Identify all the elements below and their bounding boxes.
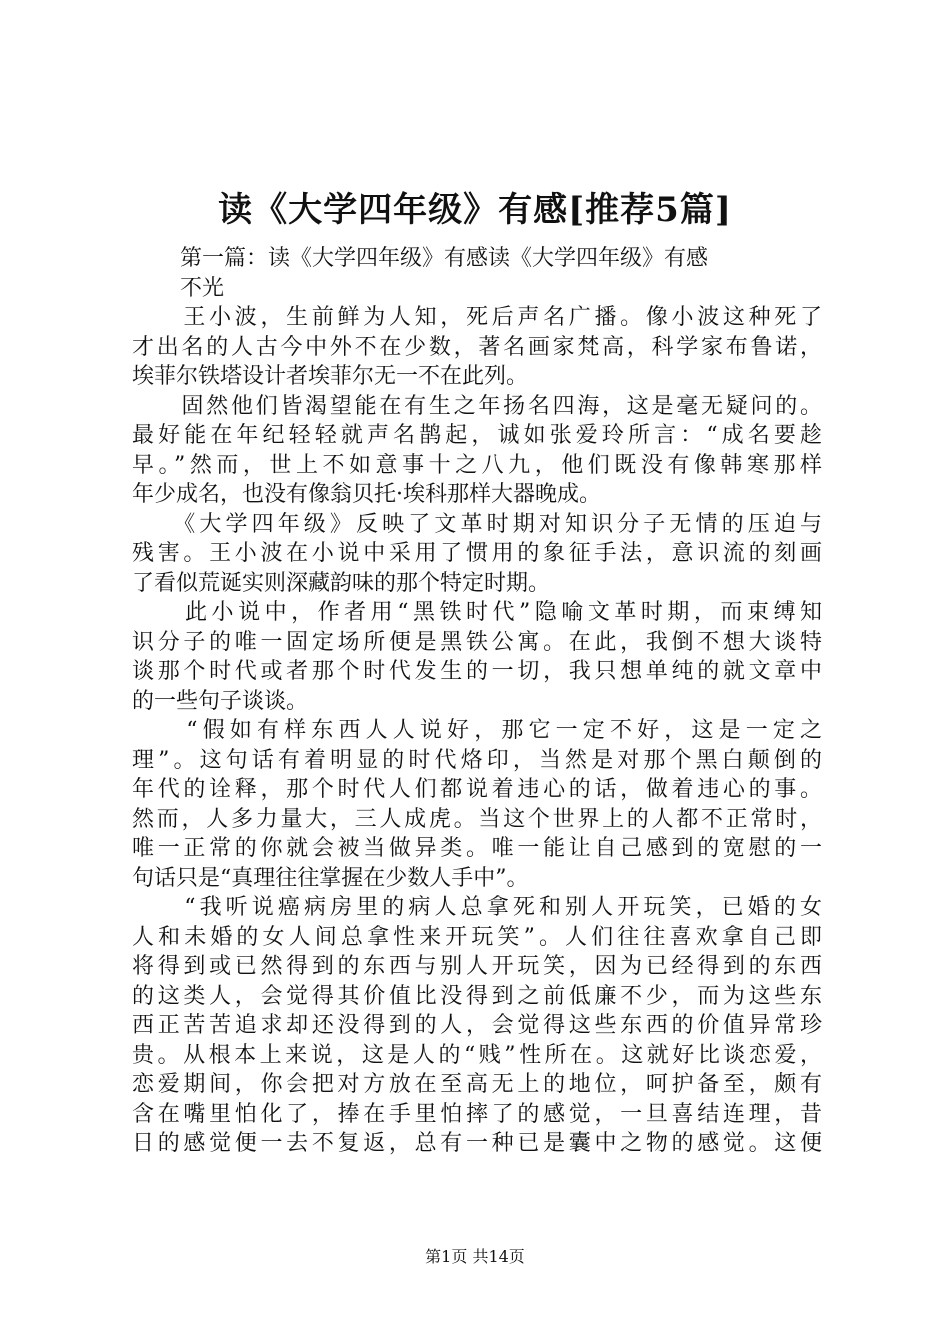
section-heading-line: 不光 [180, 275, 225, 301]
body-text-line: 的一些句子谈谈。 [132, 688, 309, 714]
body-text-line: 早。”然而，世上不如意事十之八九，他们既没有像韩寒那样 [132, 452, 822, 478]
body-text-line: 年代的诠释，那个时代人们都说着违心的话，做着违心的事。 [132, 777, 822, 802]
body-text-line: 西正苦苦追求却还没得到的人，会觉得这些东西的价值异常珍 [132, 1013, 822, 1038]
body-text-line: 含在嘴里怕化了，捧在手里怕摔了的感觉，一旦喜结连理，昔 [132, 1101, 822, 1127]
body-text-line: 贵。从根本上来说，这是人的“贱”性所在。这就好比谈恋爱， [132, 1042, 822, 1068]
body-text-line: 固然他们皆渴望能在有生之年扬名四海，这是毫无疑问的。 [132, 393, 822, 419]
body-text-line: 此小说中，作者用“黑铁时代”隐喻文革时期，而束缚知 [132, 600, 822, 625]
body-text-line: 唯一正常的你就会被当做异类。唯一能让自己感到的宽慰的一 [132, 836, 822, 861]
body-text-line: “假如有样东西人人说好，那它一定不好，这是一定之 [132, 718, 822, 743]
body-text-line: 了看似荒诞实则深藏韵味的那个特定时期。 [132, 570, 551, 596]
body-text-line: 人和未婚的女人间总拿性来开玩笑”。人们往往喜欢拿自己即 [132, 924, 822, 950]
body-text-line: 才出名的人古今中外不在少数，著名画家梵高，科学家布鲁诺， [132, 334, 822, 360]
section-heading-line: 第一篇：读《大学四年级》有感读《大学四年级》有感 [180, 246, 709, 271]
body-text-line: 最好能在年纪轻轻就声名鹊起，诚如张爱玲所言：“成名要趁 [132, 423, 822, 448]
body-text-line: 理”。这句话有着明显的时代烙印，当然是对那个黑白颠倒的 [132, 747, 822, 773]
document-body [132, 244, 822, 1159]
body-text-line: 然而，人多力量大，三人成虎。当这个世界上的人都不正常时， [132, 806, 822, 832]
page-footer: 第1页 共14页 [425, 1247, 525, 1266]
document-title: 读《大学四年级》有感[推荐5篇] [218, 190, 732, 230]
body-text-line: 恋爱期间，你会把对方放在至高无上的地位，呵护备至，颇有 [132, 1072, 822, 1097]
body-text-line: 的这类人，会觉得其价值比没得到之前低廉不少，而为这些东 [132, 983, 822, 1009]
body-text-line: 谈那个时代或者那个时代发生的一切，我只想单纯的就文章中 [132, 659, 822, 684]
body-text-line: 王小波，生前鲜为人知，死后声名广播。像小波这种死了 [132, 305, 822, 330]
body-text-line: 《大学四年级》反映了文革时期对知识分子无情的压迫与 [132, 511, 822, 537]
body-text-line: 识分子的唯一固定场所便是黑铁公寓。在此，我倒不想大谈特 [132, 629, 822, 655]
body-text-line: 句话只是“真理往往掌握在少数人手中”。 [132, 865, 529, 891]
body-text-line: 埃菲尔铁塔设计者埃菲尔无一不在此列。 [132, 364, 529, 389]
body-text-line: 年少成名，也没有像翁贝托·埃科那样大器晚成。 [132, 482, 601, 507]
body-text-line: 日的感觉便一去不复返，总有一种已是囊中之物的感觉。这便 [132, 1131, 822, 1156]
body-text-line: 残害。王小波在小说中采用了惯用的象征手法，意识流的刻画 [132, 541, 822, 566]
body-text-line: 将得到或已然得到的东西与别人开玩笑，因为已经得到的东西 [132, 954, 822, 979]
body-text-line: “我听说癌病房里的病人总拿死和别人开玩笑，已婚的女 [132, 895, 822, 920]
